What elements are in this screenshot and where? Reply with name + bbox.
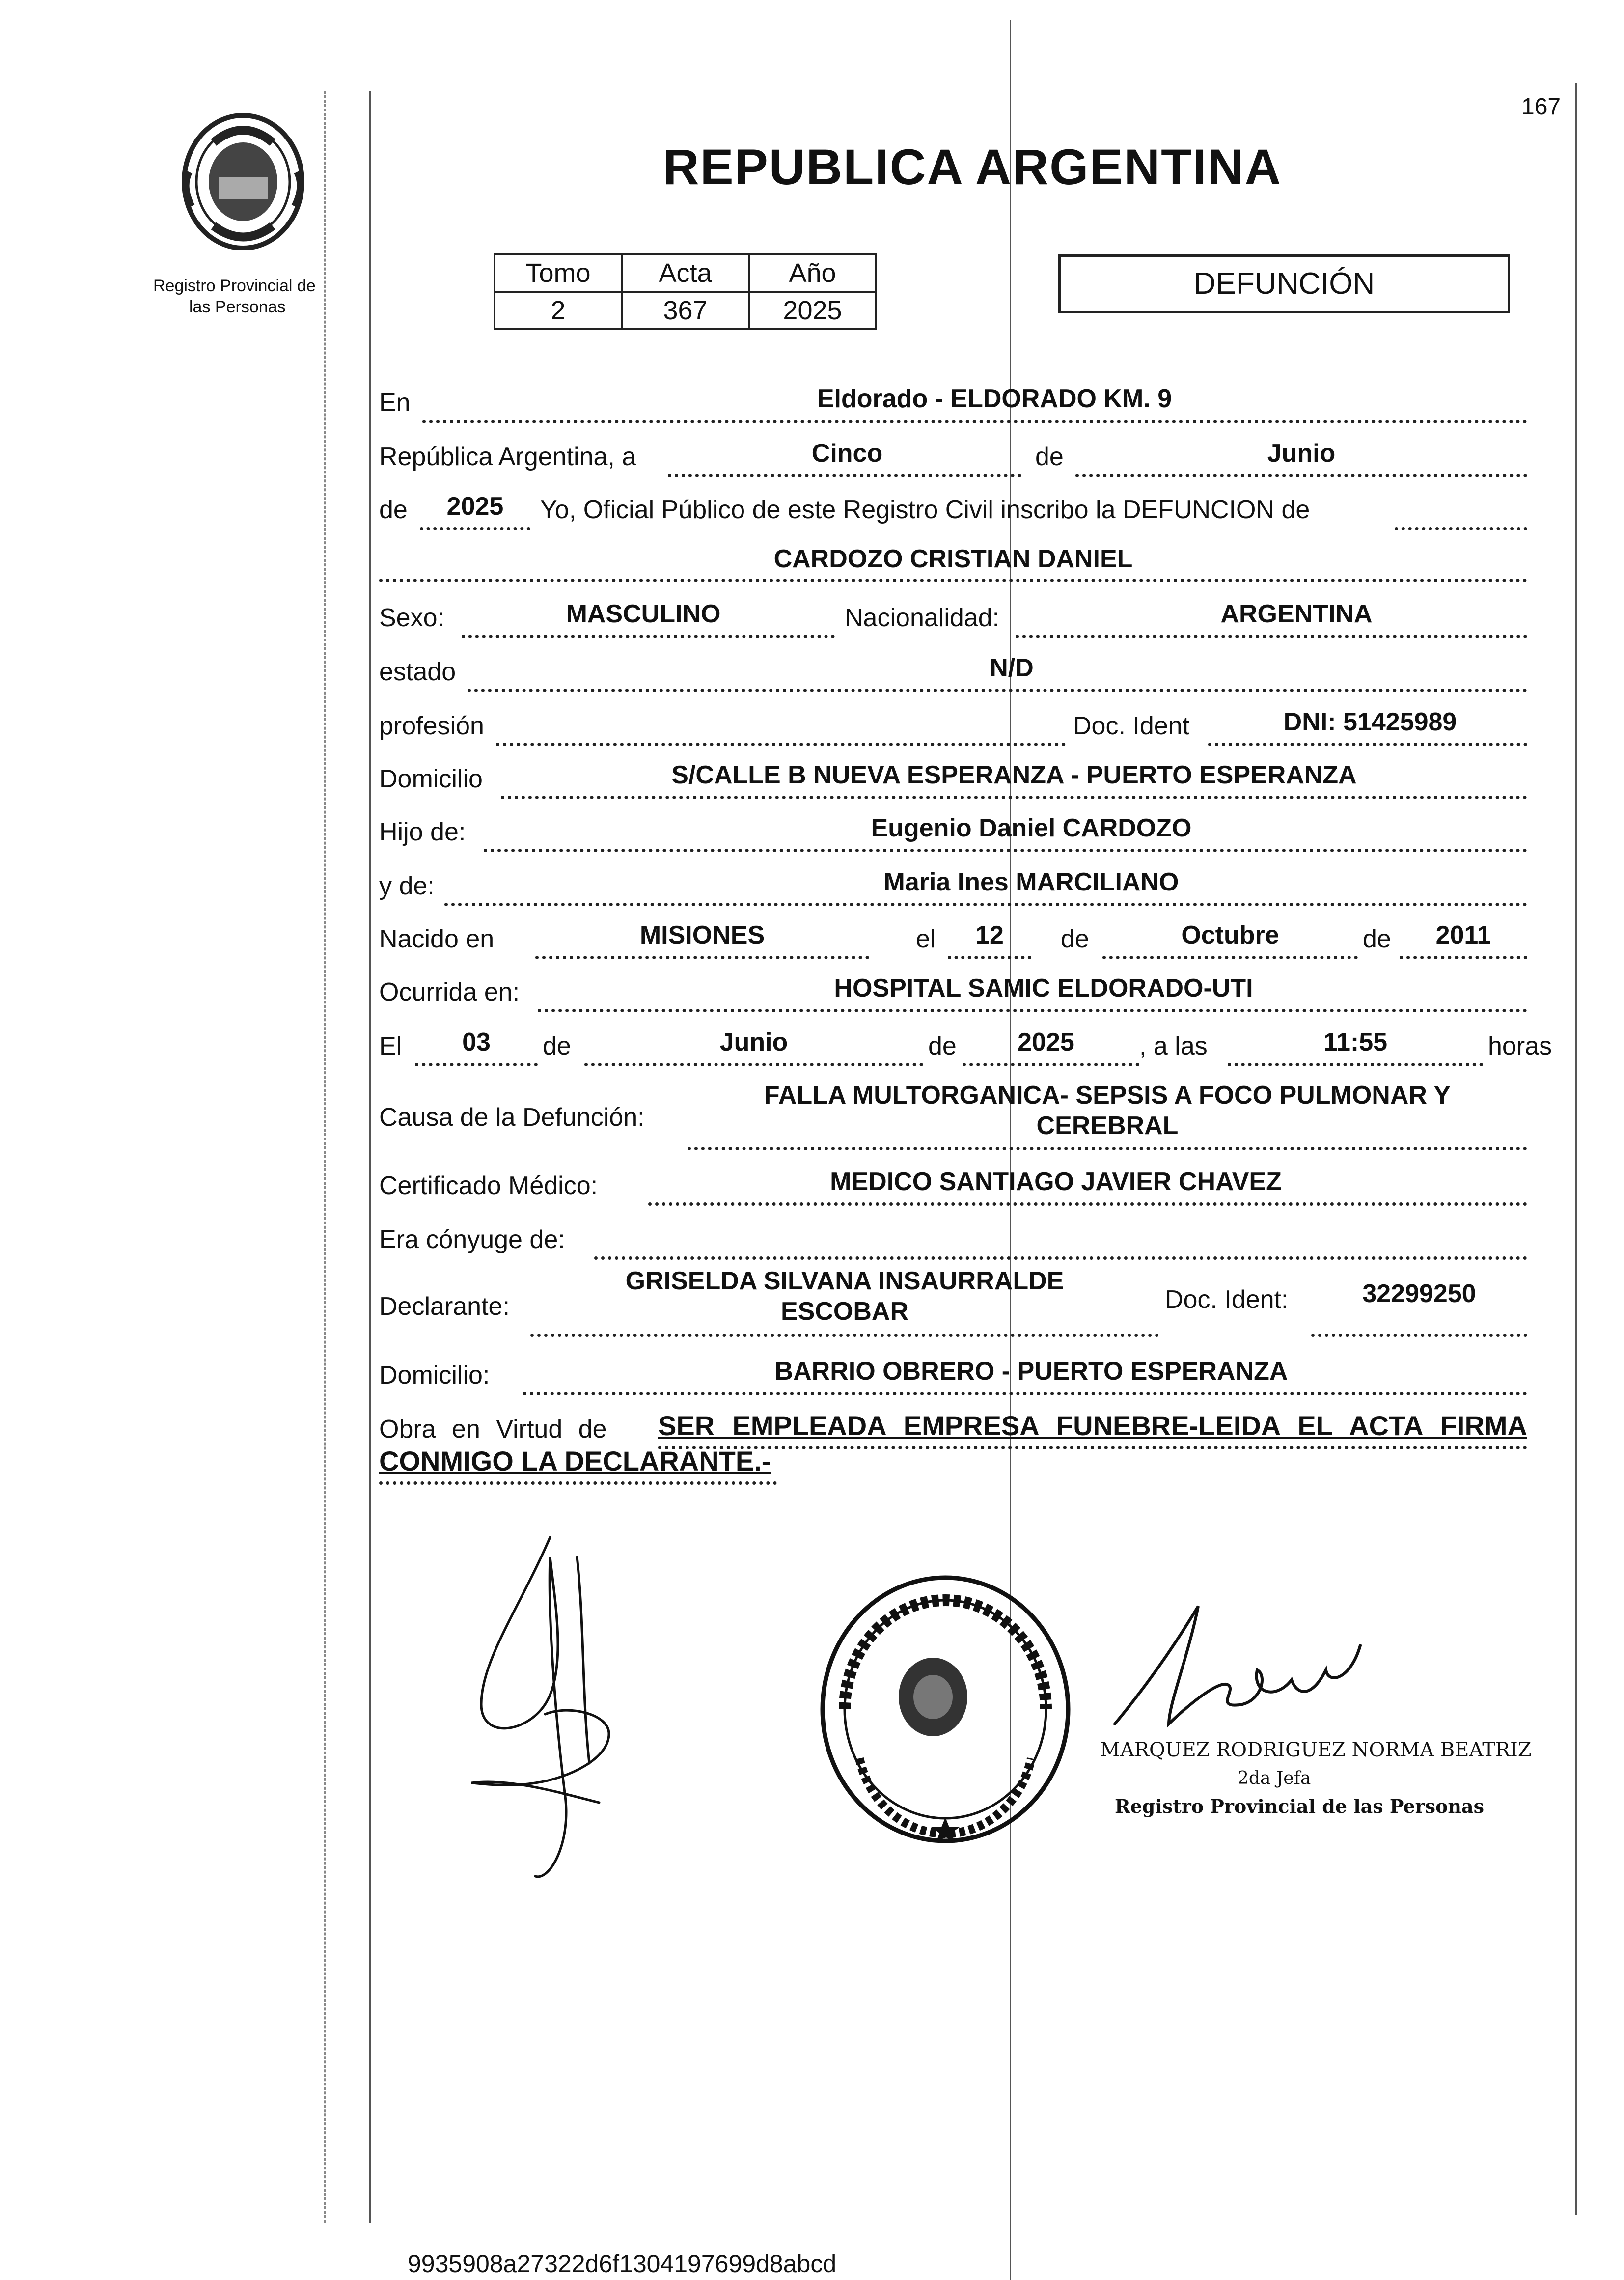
certificado-line — [648, 1202, 1527, 1206]
def-anio-line — [963, 1063, 1139, 1066]
sexo-label: Sexo: — [379, 604, 444, 632]
causa-label: Causa de la Defunción: — [379, 1103, 645, 1132]
causa-line — [688, 1147, 1527, 1150]
official-seal-icon — [815, 1572, 1075, 1847]
de-label-1: de — [1035, 443, 1064, 471]
declarante-label: Declarante: — [379, 1292, 510, 1321]
ocurrida-label: Ocurrida en: — [379, 978, 520, 1006]
def-dia-value: 03 — [462, 1028, 491, 1057]
estado-label: estado — [379, 658, 456, 686]
estado-line — [468, 689, 1527, 692]
record-value-anio: 2025 — [749, 292, 876, 329]
obra-line-b — [379, 1481, 777, 1485]
profesion-label: profesión — [379, 712, 484, 740]
page-number: 167 — [1521, 94, 1561, 120]
mes-value: Junio — [1267, 439, 1336, 468]
obra-line-1: SER EMPLEADA EMPRESA FUNEBRE-LEIDA EL ACTA FIRMA — [658, 1410, 1527, 1441]
el-label: el — [916, 925, 936, 953]
name-line — [379, 579, 1527, 582]
domicilio-line — [501, 796, 1527, 799]
decl-doc-label: Doc. Ident: — [1165, 1285, 1289, 1314]
hora-line — [1228, 1063, 1483, 1066]
yde-label: y de: — [379, 872, 435, 900]
yde-line — [444, 903, 1527, 906]
nacionalidad-value: ARGENTINA — [1220, 600, 1373, 628]
def-mes-value: Junio — [719, 1028, 788, 1057]
official-name: MARQUEZ RODRIGUEZ NORMA BEATRIZ — [1100, 1739, 1532, 1761]
hora-value: 11:55 — [1323, 1028, 1388, 1057]
record-value-acta: 367 — [622, 292, 749, 329]
nacido-value: MISIONES — [639, 921, 765, 949]
de-label-5: de — [543, 1032, 571, 1060]
certificado-label: Certificado Médico: — [379, 1171, 598, 1200]
official-role: 2da Jefa — [1238, 1768, 1311, 1788]
official-office: Registro Provincial de las Personas — [1115, 1795, 1485, 1817]
def-mes-line — [584, 1063, 923, 1066]
estado-value: N/D — [990, 654, 1034, 682]
registry-line-1: Registro Provincial de — [153, 277, 316, 295]
conyuge-line — [594, 1256, 1527, 1260]
yde-value: Maria Ines MARCILIANO — [883, 868, 1179, 896]
nac-mes-value: Octubre — [1181, 921, 1279, 949]
def-anio-value: 2025 — [1018, 1028, 1074, 1057]
official-signature — [1095, 1596, 1370, 1744]
ocurrida-line — [538, 1009, 1527, 1012]
deceased-name: CARDOZO CRISTIAN DANIEL — [773, 545, 1133, 573]
ocurrida-value: HOSPITAL SAMIC ELDORADO-UTI — [834, 974, 1253, 1002]
conyuge-label: Era cónyuge de: — [379, 1225, 565, 1254]
de-label-6: de — [928, 1032, 957, 1060]
obra-line-2: CONMIGO LA DECLARANTE.- — [379, 1446, 771, 1476]
decl-doc-line — [1311, 1334, 1527, 1337]
domicilio-value: S/CALLE B NUEVA ESPERANZA - PUERTO ESPERANZA — [671, 761, 1357, 789]
en-value: Eldorado - ELDORADO KM. 9 — [817, 385, 1172, 413]
nac-mes-line — [1102, 956, 1358, 959]
hijo-label: Hijo de: — [379, 818, 466, 846]
certificado-value: MEDICO SANTIAGO JAVIER CHAVEZ — [830, 1168, 1282, 1196]
obra-label: Obra en Virtud de — [379, 1415, 607, 1444]
en-label: En — [379, 389, 411, 417]
nacido-line — [535, 956, 869, 959]
record-header-acta: Acta — [622, 254, 749, 292]
republica-label: República Argentina, a — [379, 443, 636, 471]
el2-label: El — [379, 1032, 402, 1060]
oficial-line — [1395, 527, 1527, 530]
doc-ident-label: Doc. Ident — [1073, 712, 1190, 740]
de-label-4: de — [1363, 925, 1391, 953]
registry-line-2: las Personas — [189, 298, 286, 316]
record-type-label: DEFUNCIÓN — [1193, 267, 1375, 301]
dia-line — [668, 474, 1021, 477]
horas-label: horas — [1488, 1032, 1552, 1060]
de-label-3: de — [1061, 925, 1089, 953]
hijo-line — [484, 849, 1527, 852]
nacionalidad-line — [1016, 635, 1527, 638]
doc-ident-line — [1208, 743, 1527, 746]
decl-domicilio-line — [523, 1392, 1527, 1395]
causa-line-1: FALLA MULTORGANICA- SEPSIS A FOCO PULMONAR Y — [764, 1081, 1451, 1110]
profesion-line — [496, 743, 1066, 746]
decl-domicilio-value: BARRIO OBRERO - PUERTO ESPERANZA — [774, 1357, 1288, 1386]
obra-line-a — [658, 1446, 1527, 1449]
hijo-value: Eugenio Daniel CARDOZO — [871, 814, 1192, 842]
declarante-line-2: ESCOBAR — [780, 1297, 909, 1326]
nac-anio-value: 2011 — [1435, 921, 1491, 949]
record-type-box — [1058, 254, 1510, 313]
record-header-anio: Año — [749, 254, 876, 292]
de-label-2: de — [379, 496, 408, 524]
document-title: REPUBLICA ARGENTINA — [663, 139, 1282, 195]
def-dia-line — [415, 1063, 538, 1066]
nac-dia-line — [948, 956, 1031, 959]
domicilio-label: Domicilio — [379, 765, 483, 793]
anio-line — [420, 527, 530, 530]
oficial-text: Yo, Oficial Público de este Registro Civil inscribo la DEFUNCION de — [540, 496, 1310, 524]
nacionalidad-label: Nacionalidad: — [845, 604, 1000, 632]
doc-ident-value: DNI: 51425989 — [1283, 708, 1457, 736]
nacido-label: Nacido en — [379, 925, 495, 953]
en-line — [422, 420, 1527, 423]
decl-domicilio-label: Domicilio: — [379, 1361, 490, 1390]
nac-anio-line — [1400, 956, 1527, 959]
alas-label: , a las — [1139, 1032, 1208, 1060]
edge-rule-left — [324, 91, 326, 2223]
sexo-value: MASCULINO — [566, 600, 721, 628]
declarant-signature — [462, 1528, 668, 1896]
nac-dia-value: 12 — [975, 921, 1004, 949]
causa-line-2: CEREBRAL — [1036, 1112, 1179, 1140]
record-header-tomo: Tomo — [495, 254, 622, 292]
sexo-line — [462, 635, 835, 638]
decl-doc-value: 32299250 — [1362, 1279, 1476, 1308]
declarante-line — [530, 1334, 1159, 1337]
margin-rule-right — [1575, 83, 1577, 2215]
dia-value: Cinco — [811, 439, 883, 468]
document-hash: 9935908a27322d6f1304197699d8abcd — [408, 2250, 837, 2278]
province-emblem-icon — [172, 108, 314, 255]
margin-rule-left — [369, 91, 371, 2223]
declarante-line-1: GRISELDA SILVANA INSAURRALDE — [625, 1267, 1064, 1295]
mes-line — [1075, 474, 1527, 477]
record-table — [494, 253, 877, 330]
record-value-tomo: 2 — [495, 292, 622, 329]
anio-value: 2025 — [446, 492, 504, 521]
